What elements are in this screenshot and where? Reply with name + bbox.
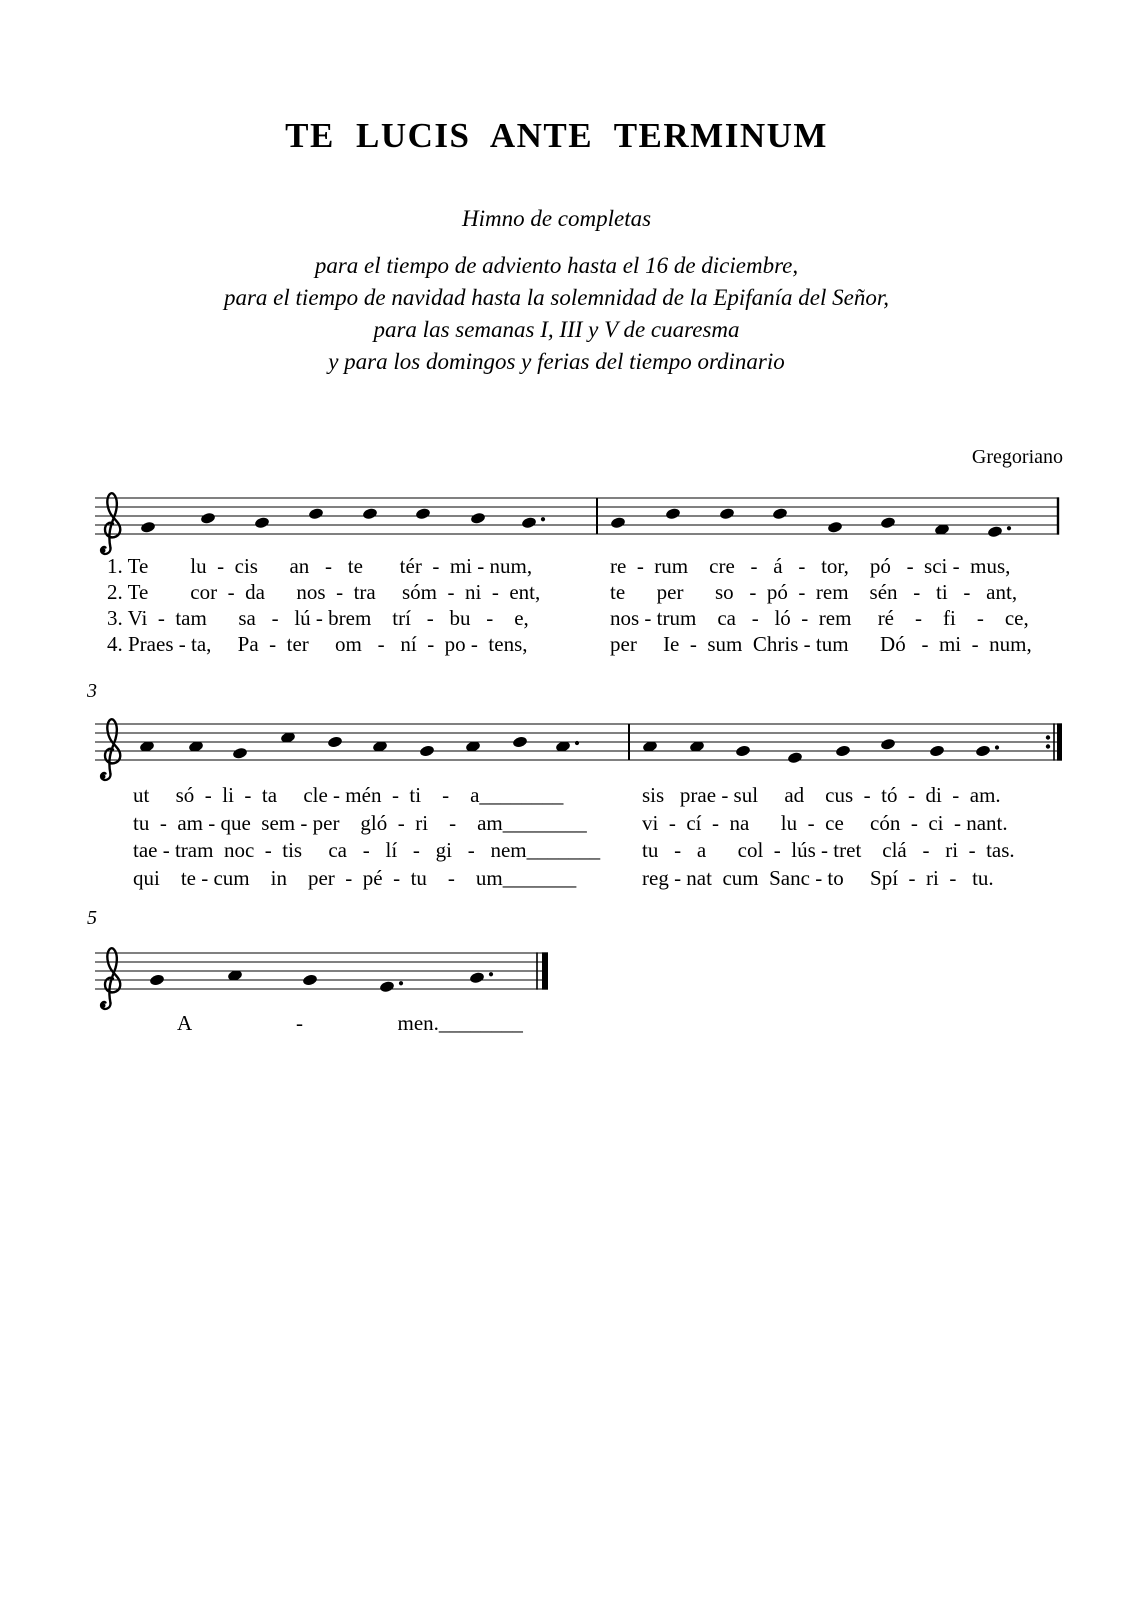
lyric-text: reg - nat cum Sanc - to Spí - ri - tu. xyxy=(642,865,994,890)
staff-system xyxy=(95,493,1059,554)
chant-note xyxy=(521,516,537,529)
description-line: para el tiempo de navidad hasta la solemnidad de la Epifanía del Señor, xyxy=(223,285,889,310)
chant-note xyxy=(665,507,681,520)
augmentation-dot xyxy=(995,745,999,749)
chant-note xyxy=(610,516,626,529)
augmentation-dot xyxy=(399,981,403,985)
chant-note xyxy=(469,971,485,984)
augmentation-dot xyxy=(575,741,579,745)
chant-note xyxy=(772,507,788,520)
measure-number: 3 xyxy=(87,680,97,702)
lyric-line xyxy=(107,631,1032,657)
chant-note xyxy=(419,744,435,757)
lyric-text: tu - a col - lús - tret clá - ri - tas. xyxy=(642,838,1015,862)
lyric-text: qui te - cum in per - pé - tu - um_______ xyxy=(133,865,577,890)
lyric-text: ut só - li - ta cle - mén - ti - a________ xyxy=(133,783,564,807)
description-line: y para los domingos y ferias del tiempo ordinario xyxy=(328,349,785,374)
chant-note xyxy=(327,735,343,748)
chant-note xyxy=(835,744,851,757)
treble-clef-icon xyxy=(101,948,121,1009)
chant-note xyxy=(987,525,1003,538)
attribution-label: Gregoriano xyxy=(971,446,1063,468)
chant-note xyxy=(827,521,843,534)
lyric-line xyxy=(133,782,1015,810)
lyric-text: sis prae - sul ad cus - tó - di - am. xyxy=(642,783,1001,807)
chant-note xyxy=(880,738,896,751)
staff-system xyxy=(95,719,1062,780)
chant-note xyxy=(735,744,751,757)
final-thick-barline xyxy=(542,952,548,989)
chant-note xyxy=(140,521,156,534)
augmentation-dot xyxy=(489,972,493,976)
chant-note xyxy=(302,973,318,986)
hymn-subtitle: Himno de completas xyxy=(461,206,652,231)
chant-note xyxy=(929,744,945,757)
lyric-line xyxy=(107,553,1032,579)
augmentation-dot xyxy=(1007,526,1011,530)
description-line: para el tiempo de adviento hasta el 16 de diciembre, xyxy=(314,253,799,278)
repeat-thick-barline xyxy=(1057,723,1062,760)
lyric-line xyxy=(133,865,1015,893)
chant-note xyxy=(719,507,735,520)
verse-lyrics-block-1 xyxy=(107,553,1032,657)
chant-note xyxy=(308,507,324,520)
lyric-text: te per so - pó - rem sén - ti - ant, xyxy=(610,580,1018,604)
lyric-text: 2. Te cor - da nos - tra sóm - ni - ent, xyxy=(107,580,541,604)
lyric-text: 3. Vi - tam sa - lú - brem trí - bu - e, xyxy=(107,606,529,630)
lyric-text: 4. Praes - ta, Pa - ter om - ní - po - tens, xyxy=(107,632,528,656)
chant-note xyxy=(470,512,486,525)
chant-note xyxy=(362,507,378,520)
repeat-dot xyxy=(1046,735,1050,739)
chant-note xyxy=(975,744,991,757)
chant-note xyxy=(880,516,896,529)
lyric-line xyxy=(107,579,1032,605)
chant-note xyxy=(149,973,165,986)
repeat-dot xyxy=(1046,744,1050,748)
lyric-text: re - rum cre - á - tor, pó - sci - mus, xyxy=(610,554,1011,578)
lyric-text: nos - trum ca - ló - rem ré - fi - ce, xyxy=(610,606,1029,630)
lyric-text: vi - cí - na lu - ce cón - ci - nant. xyxy=(642,810,1008,835)
chant-note xyxy=(787,751,803,764)
chant-note xyxy=(232,747,248,760)
lyric-text: per Ie - sum Chris - tum Dó - mi - num, xyxy=(610,632,1032,656)
lyric-line xyxy=(133,837,1015,865)
chant-note xyxy=(415,507,431,520)
lyric-line xyxy=(107,605,1032,631)
chant-note xyxy=(379,980,395,993)
chant-note xyxy=(200,512,216,525)
treble-clef-icon xyxy=(101,719,121,780)
lyric-text: 1. Te lu - cis an - te tér - mi - num, xyxy=(107,554,533,578)
chant-note xyxy=(254,516,270,529)
verse-lyrics-block-2 xyxy=(133,782,1015,892)
staff-system xyxy=(95,948,548,1009)
lyric-text: tae - tram noc - tis ca - lí - gi - nem_______ xyxy=(133,838,601,862)
description-line: para las semanas I, III y V de cuaresma xyxy=(373,317,740,342)
treble-clef-icon xyxy=(101,493,121,554)
augmentation-dot xyxy=(541,517,545,521)
amen-lyric: A - men.________ xyxy=(177,1011,523,1035)
measure-number: 5 xyxy=(87,907,97,929)
chant-note xyxy=(512,735,528,748)
lyric-line xyxy=(133,810,1015,838)
page-title: TE LUCIS ANTE TERMINUM xyxy=(285,116,828,155)
lyric-text: tu - am - que sem - per gló - ri - am________ xyxy=(133,810,587,835)
